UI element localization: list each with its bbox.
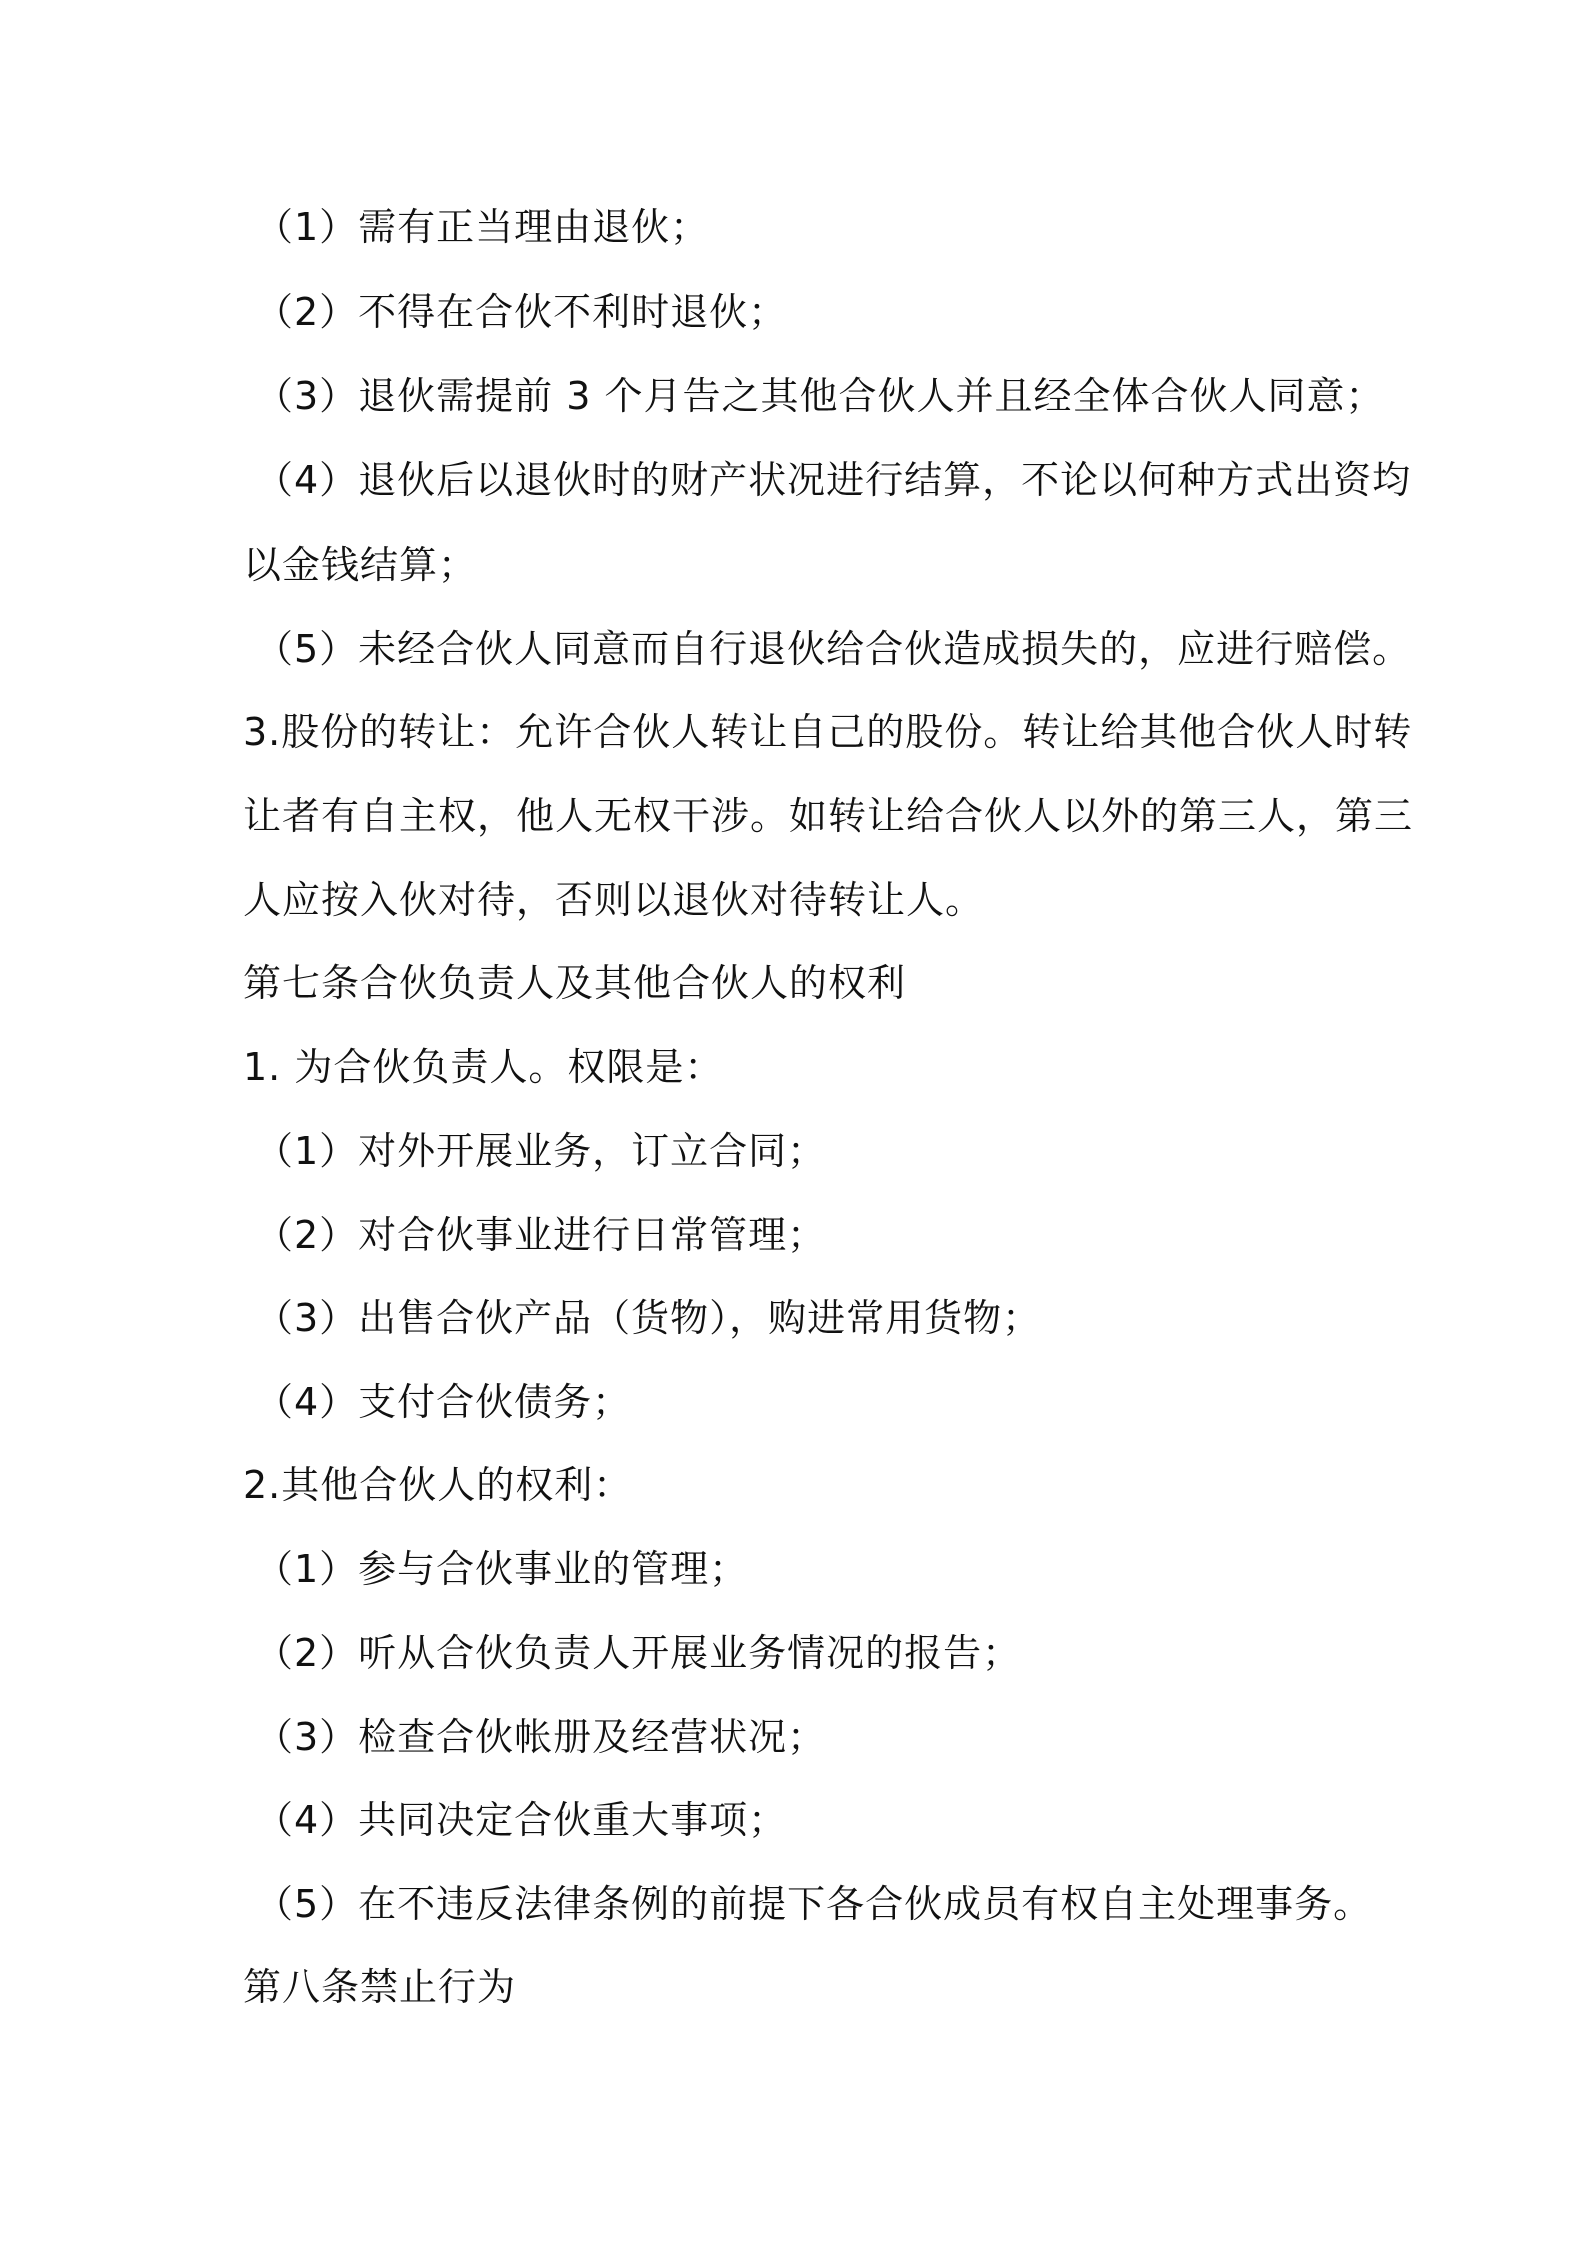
withdraw-condition-4: （4）退伙后以退伙时的财产状况进行结算，不论以何种方式出资均	[255, 458, 1412, 502]
partner-rights-heading: 2.其他合伙人的权利：	[243, 1463, 633, 1507]
share-transfer-paragraph-line-2: 让者有自主权，他人无权干涉。如转让给合伙人以外的第三人，第三	[243, 794, 1414, 838]
leader-authority-1: （1）对外开展业务，订立合同；	[255, 1129, 827, 1173]
leader-authority-2: （2）对合伙事业进行日常管理；	[255, 1213, 827, 1257]
leader-authority-3: （3）出售合伙产品（货物），购进常用货物；	[255, 1296, 1042, 1340]
share-transfer-paragraph-line-3: 人应按入伙对待，否则以退伙对待转让人。	[243, 878, 985, 922]
share-transfer-paragraph: 3.股份的转让：允许合伙人转让自己的股份。转让给其他合伙人时转	[243, 710, 1413, 754]
withdraw-condition-1: （1）需有正当理由退伙；	[255, 205, 710, 249]
partner-right-2: （2）听从合伙负责人开展业务情况的报告；	[255, 1631, 1022, 1675]
withdraw-condition-4-continued: 以金钱结算；	[243, 543, 478, 587]
article-8-heading: 第八条禁止行为	[243, 1965, 517, 2009]
withdraw-condition-2: （2）不得在合伙不利时退伙；	[255, 290, 788, 334]
partner-right-5: （5）在不违反法律条例的前提下各合伙成员有权自主处理事务。	[255, 1882, 1373, 1926]
partner-right-4: （4）共同决定合伙重大事项；	[255, 1798, 788, 1842]
article-7-heading: 第七条合伙负责人及其他合伙人的权利	[243, 961, 907, 1005]
partner-right-3: （3）检查合伙帐册及经营状况；	[255, 1715, 827, 1759]
leader-authority-4: （4）支付合伙债务；	[255, 1380, 632, 1424]
partner-right-1: （1）参与合伙事业的管理；	[255, 1547, 749, 1591]
leader-authority-heading: 1. 为合伙负责人。权限是：	[243, 1045, 724, 1089]
withdraw-condition-3: （3）退伙需提前 3 个月告之其他合伙人并且经全体合伙人同意；	[255, 374, 1385, 418]
withdraw-condition-5: （5）未经合伙人同意而自行退伙给合伙造成损失的，应进行赔偿。	[255, 627, 1412, 671]
